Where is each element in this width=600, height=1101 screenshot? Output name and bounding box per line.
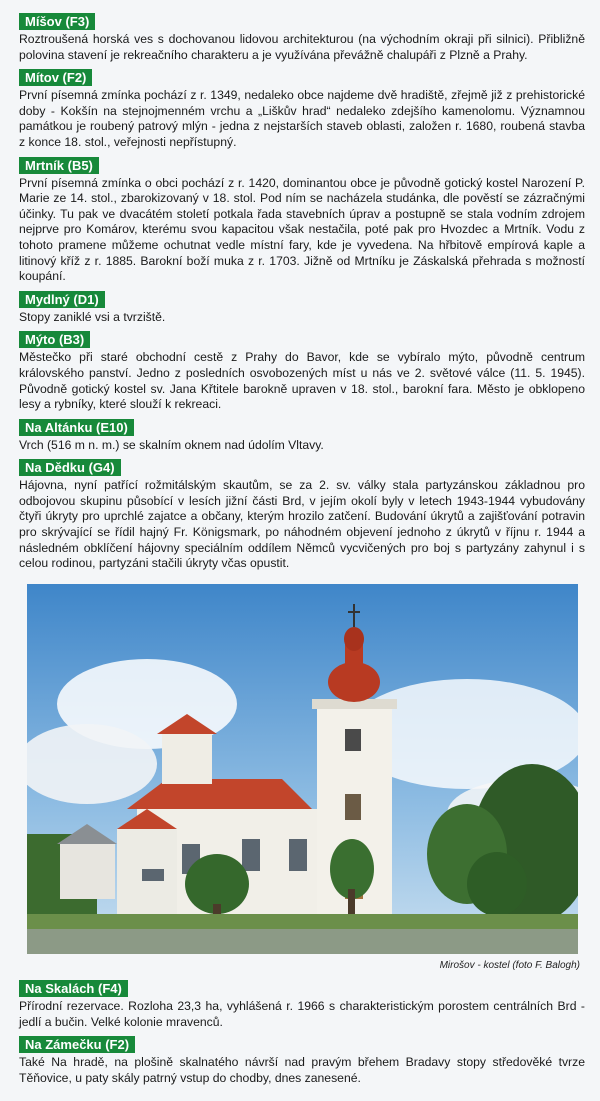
entry-text: Stopy zaniklé vsi a tvrziště.	[19, 309, 166, 324]
entry-heading: Mydlný (D1)	[19, 291, 105, 308]
entry-na-altanku	[19, 419, 585, 454]
entry-heading: Na Skalách (F4)	[19, 980, 128, 997]
entry-heading: Na Dědku (G4)	[19, 459, 121, 476]
entry-mitov	[19, 69, 585, 150]
entries-top	[19, 13, 585, 578]
entry-heading: Na Altánku (E10)	[19, 419, 134, 436]
entry-text: Hájovna, nyní patřící rožmitálským skautům, se za 2. sv. války stala partyzánskou základnou pro odbojovou skupinu působící v lesích jižní části Brd, v jejím okolí byly v letech 1943-1944 vybudovány čtyři úkryty pro uprchlé zajatce a občany, kterým hrozilo zatčení. Budování úkrytů a zajišťování potravin pro skrývající se řídil hajný Fr. Königsmark, po náhodném objevení jednoho z úkrytů v říjnu r. 1944 a následném obklíčení hájovny speciálním oddílem Němců vycvičených pro boj s partyzány zahynul i s celou rodinou, partyzáni stačili úkryty včas opustit.	[19, 478, 585, 571]
entry-text: Roztroušená horská ves s dochovanou lidovou architekturou (na východním okraji při silnici). Přibližně polovina stavení je rekreačního charakteru a je využívána převážně chalupáři z Plzně a Prahy.	[19, 32, 585, 62]
entry-mydlny	[19, 291, 585, 326]
entry-heading: Míšov (F3)	[19, 13, 95, 30]
entry-heading: Mýto (B3)	[19, 331, 90, 348]
entry-mrtnik	[19, 157, 585, 285]
entry-na-skalach	[19, 980, 585, 1030]
photo-caption: Mirošov - kostel (foto F. Balogh)	[439, 960, 580, 971]
entries-bottom	[19, 980, 585, 1092]
entry-heading: Mrtník (B5)	[19, 157, 99, 174]
entry-text: První písemná zmínka o obci pochází z r. 1420, dominantou obce je původně gotický kostel Narození P. Marie ze 14. stol., zbarokizovaný v 18. stol. Pod ním se nacházela studánka, dle pověstí se zázračnými účinky. Tu pak ve dvacátém století potkala řada stavebních úprav a postupně se stala vodním zdrojem nejprve pro Komárov, kterému svou kapacitou však nestačila, poté pak pro Hvozdec a Mrtník. Vodu z tohoto pramene můžeme ochutnat vedle místní fary, kde je vyvedena. Na hřbitově empírová kaple a litinový kříž z r. 1885. Barokní boží muka z r. 1703. Jižně od Mrtníku je Záskalská přehrada s možností koupání.	[19, 175, 585, 284]
entry-text: Přírodní rezervace. Rozloha 23,3 ha, vyhlášená r. 1966 s charakteristickým porostem centrálních Brd - jedlí a bučin. Velké kolonie mravenců.	[19, 999, 585, 1029]
entry-text: První písemná zmínka pochází z r. 1349, nedaleko obce najdeme dvě hradiště, zřejmě již z prehistorické doby - Kokšín na stejnojmenném vrchu a „Liškův hrad“ nedaleko zdejšího kamenolomu. Významnou památkou je roubený patrový mlýn - jedna z nejstarších staveb oblasti, založen r. 1680, roubená stavba z konce 18. stol., veřejnosti nepřístupný.	[19, 88, 585, 149]
entry-misov	[19, 13, 585, 63]
church-photo	[27, 584, 578, 954]
entry-myto	[19, 331, 585, 412]
entry-na-dedku	[19, 459, 585, 572]
entry-heading: Na Zámečku (F2)	[19, 1036, 135, 1053]
entry-na-zamecku	[19, 1036, 585, 1086]
entry-text: Také Na hradě, na plošině skalnatého návrší nad pravým břehem Bradavy stopy středověké tvrze Těňovice, u paty skály patrný vstup do chodby, dnes zanesené.	[19, 1055, 585, 1085]
entry-text: Vrch (516 m n. m.) se skalním oknem nad údolím Vltavy.	[19, 437, 324, 452]
church-illustration	[27, 584, 578, 954]
entry-heading: Mítov (F2)	[19, 69, 92, 86]
entry-text: Městečko při staré obchodní cestě z Prahy do Bavor, kde se vybíralo mýto, původně centrum královského panství. Jedno z posledních osvobozených míst u nás ve 2. světové válce (11. 5. 1945). Původně gotický kostel sv. Jana Křtitele barokně upraven v 18. stol., barokní fara. Město je obklopeno lesy a rybníky, které slouží k rekreaci.	[19, 350, 585, 412]
